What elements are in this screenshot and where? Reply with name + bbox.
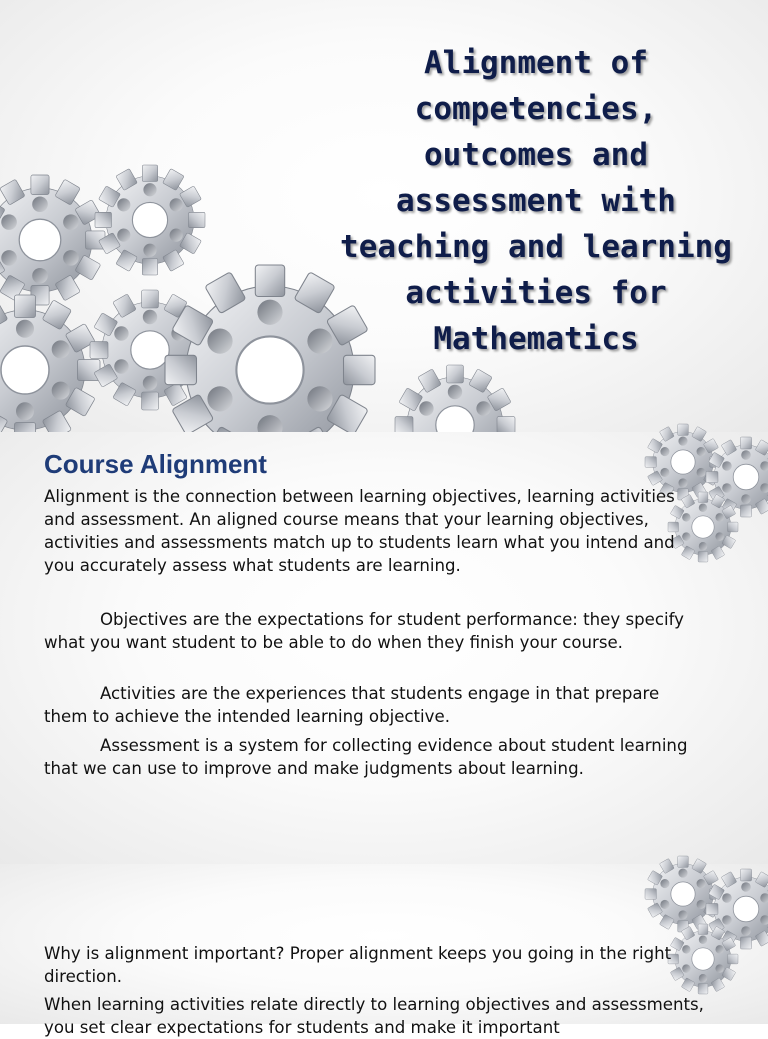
intro-paragraph: Alignment is the connection between learning objectives, learning activities and assessment. An aligned course means that your learning objectives, activities and assessments match up to students learn what you intend and you accurately assess what students are learning. <box>44 487 675 575</box>
assessment-paragraph <box>44 734 704 780</box>
why-paragraph: Why is alignment important? Proper alignment keeps you going in the right direction. <box>44 944 672 986</box>
section-heading: Course Alignment <box>44 449 267 479</box>
course-alignment-slide <box>0 432 768 864</box>
alignment-importance-slide <box>0 864 768 1037</box>
objectives-text: Objectives are the expectations for student performance: they specify what you want student to be able to do when they finish your course. <box>44 610 684 652</box>
when-paragraph: When learning activities relate directly to learning objectives and assessments, you set clear expectations for students and make it important <box>44 995 704 1037</box>
activities-text: Activities are the experiences that students engage in that prepare them to achieve the intended learning objective. <box>44 684 660 726</box>
objectives-paragraph <box>44 608 704 654</box>
title-slide <box>0 0 768 432</box>
assessment-text: Assessment is a system for collecting evidence about student learning that we can use to improve and make judgments about learning. <box>44 736 688 778</box>
slide-title: Alignment of competencies, outcomes and assessment with teaching and learning activities for Mathematics <box>340 45 732 357</box>
activities-paragraph <box>44 682 704 728</box>
